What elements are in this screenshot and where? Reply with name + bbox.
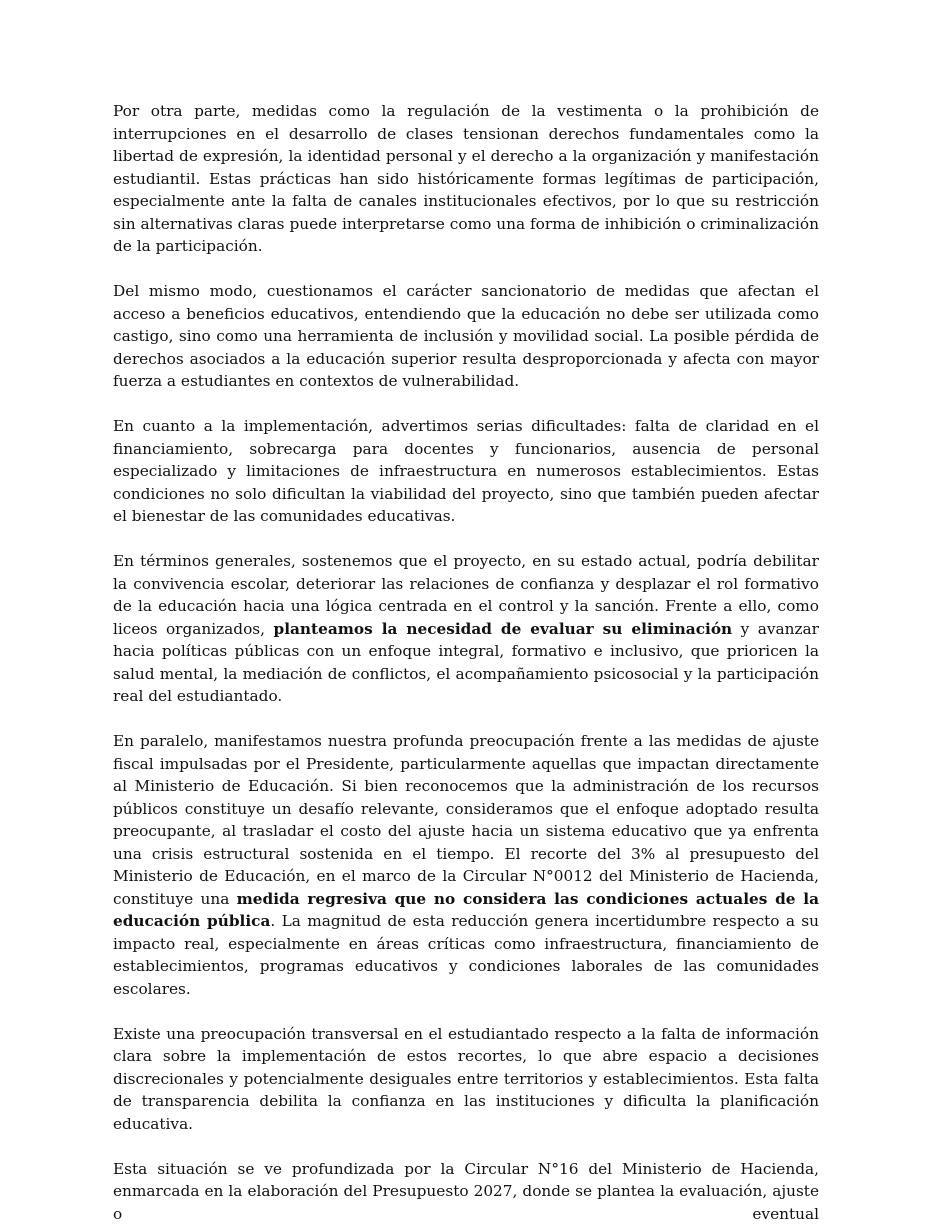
paragraph-text: Por otra parte, medidas como la regulación de la vestimenta o la prohibición de interrupciones en el desarrollo de clases tensionan derechos fundamentales como la libertad de expresión, la identidad personal y el derecho a la organización y manifestación estudiantil. Estas prácticas han sido históricamente formas legítimas de participación, especialmente ante la falta de canales institucionales efectivos, por lo que su restricción sin alternativas claras puede interpretarse como una forma de inhibición o criminalización de la participación. (113, 102, 819, 255)
paragraph-text: . La magnitud de esta reducción genera incertidumbre respecto a su impacto real, especialmente en áreas críticas como infraestructura, financiamiento de establecimientos, programas educativos y condiciones laborales de las comunidades escolares. (113, 912, 819, 998)
paragraph-text: Esta situación se ve profundizada por la Circular N°16 del Ministerio de Hacienda, enmarcada en la elaboración del Presupuesto 2027, donde se plantea la evaluación, ajuste o eventual (113, 1160, 819, 1223)
paragraph-5 (113, 730, 819, 1000)
paragraph-7 (113, 1158, 819, 1225)
paragraph-text: Del mismo modo, cuestionamos el carácter sancionatorio de medidas que afectan el acceso a beneficios educativos, entendiendo que la educación no debe ser utilizada como castigo, sino como una herramienta de inclusión y movilidad social. La posible pérdida de derechos asociados a la educación superior resulta desproporcionada y afecta con mayor fuerza a estudiantes en contextos de vulnerabilidad. (113, 282, 819, 390)
paragraph-text: En paralelo, manifestamos nuestra profunda preocupación frente a las medidas de ajuste fiscal impulsadas por el Presidente, particularmente aquellas que impactan directamente al Ministerio de Educación. Si bien reconocemos que la administración de los recursos públicos constituye un desafío relevante, consideramos que el enfoque adoptado resulta preocupante, al trasladar el costo del ajuste hacia un sistema educativo que ya enfrenta una crisis estructural sostenida en el tiempo. El recorte del 3% al presupuesto del Ministerio de Educación, en el marco de la Circular N°0012 del Ministerio de Hacienda, constituye una (113, 732, 819, 908)
paragraph-text: En términos generales, sostenemos que el proyecto, en su estado actual, podría debilitar la convivencia escolar, deteriorar las relaciones de confianza y desplazar el rol formativo de la educación hacia una lógica centrada en el control y la sanción. Frente a ello, como liceos organizados, (113, 552, 819, 638)
paragraph-text: y avanzar hacia políticas públicas con un enfoque integral, formativo e inclusivo, que prioricen la salud mental, la mediación de conflictos, el acompañamiento psicosocial y la participación real del estudiantado. (113, 620, 819, 706)
paragraph-6 (113, 1023, 819, 1136)
paragraph-3 (113, 415, 819, 528)
document-page (113, 100, 819, 1225)
paragraph-2 (113, 280, 819, 393)
paragraph-4 (113, 550, 819, 708)
paragraph-1 (113, 100, 819, 258)
paragraph-text: En cuanto a la implementación, advertimos serias dificultades: falta de claridad en el financiamiento, sobrecarga para docentes y funcionarios, ausencia de personal especializado y limitaciones de infraestructura en numerosos establecimientos. Estas condiciones no solo dificultan la viabilidad del proyecto, sino que también pueden afectar el bienestar de las comunidades educativas. (113, 417, 819, 525)
paragraph-text: Existe una preocupación transversal en el estudiantado respecto a la falta de información clara sobre la implementación de estos recortes, lo que abre espacio a decisiones discrecionales y potencialmente desiguales entre territorios y establecimientos. Esta falta de transparencia debilita la confianza en las instituciones y dificulta la planificación educativa. (113, 1025, 819, 1133)
bold-emphasis: planteamos la necesidad de evaluar su eliminación (274, 620, 733, 638)
bold-emphasis: medida regresiva que no considera las condiciones actuales de la educación pública (113, 890, 819, 931)
